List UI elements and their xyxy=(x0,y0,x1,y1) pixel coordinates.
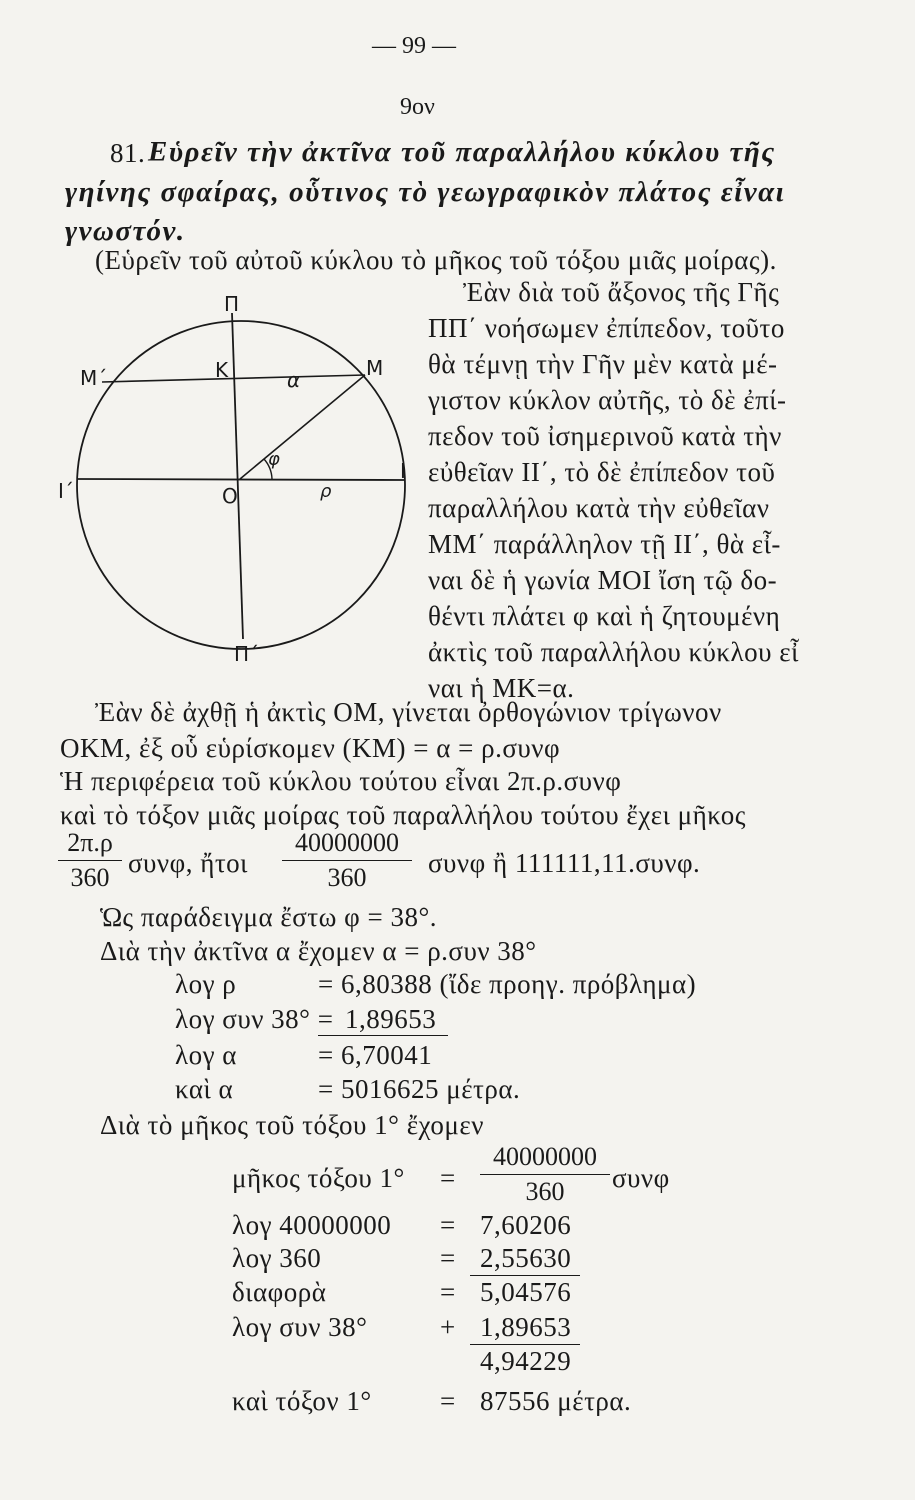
right-line: ΠΠ΄ νοήσωμεν ἐπίπεδον, τοῦτο xyxy=(428,313,785,343)
page-number: — 99 — xyxy=(372,33,456,59)
axis-line xyxy=(232,313,243,639)
right-line: ΜΜ΄ παράλληλον τῇ ΙΙ΄, θὰ εἶ- xyxy=(428,529,781,559)
right-line: ναι δὲ ἡ γωνία ΜΟΙ ἴση τῷ δο- xyxy=(428,565,778,595)
right-line: πεδον τοῦ ἰσημερινοῦ κατὰ τὴν xyxy=(428,421,782,451)
arc-row-value: 2,55630 xyxy=(480,1243,572,1273)
arc-row-value: 4,94229 xyxy=(480,1346,572,1376)
fraction-bar xyxy=(58,860,122,861)
body-line: καὶ τὸ τόξον μιᾶς μοίρας τοῦ παραλλήλου τούτου ἔχει μῆκος xyxy=(60,800,746,830)
arc-row-eq: + xyxy=(440,1312,456,1342)
label-i: Ι xyxy=(400,459,406,483)
label-phi: φ xyxy=(268,449,280,470)
log-row-label: λογ συν 38° = xyxy=(175,1004,334,1034)
formula-mid-text: συνφ, ἤτοι xyxy=(128,848,248,878)
fraction-denominator: 360 xyxy=(70,863,110,892)
earth-section-diagram xyxy=(50,285,420,685)
sum-rule-2 xyxy=(470,1344,580,1345)
example-line: Ὡς παράδειγμα ἔστω φ = 38°. xyxy=(100,902,438,932)
arc-formula-eq: = xyxy=(440,1163,456,1193)
body-line: ΟΚΜ, ἐξ οὗ εὑρίσκομεν (ΚΜ) = α = ρ.συνφ xyxy=(60,733,561,763)
arc-row-value: 7,60206 xyxy=(480,1210,572,1240)
fraction-40000000-360 xyxy=(282,828,412,893)
right-line: γιστον κύκλον αὐτῆς, τὸ δὲ ἐπί- xyxy=(428,385,787,415)
problem-title-line-1: Εὑρεῖν τὴν ἀκτῖνα τοῦ παραλλήλου κύκλου τῆς xyxy=(148,136,776,168)
fraction-numerator: 40000000 xyxy=(493,1142,597,1171)
sum-rule xyxy=(318,1035,448,1036)
section-label: 9ον xyxy=(400,94,435,120)
right-line: ναι ἡ ΜΚ=α. xyxy=(428,673,575,703)
right-line: Ἐὰν διὰ τοῦ ἄξονος τῆς Γῆς xyxy=(463,277,780,307)
arc-row-eq: = xyxy=(440,1243,456,1273)
arc-row-label: λογ 40000000 xyxy=(232,1210,392,1240)
label-m: Μ xyxy=(366,356,384,380)
arc-formula-label: μῆκος τόξου 1° xyxy=(232,1163,405,1193)
fraction-denominator: 360 xyxy=(525,1177,565,1206)
right-line: θέντι πλάτει φ καὶ ἡ ζητουμένη xyxy=(428,601,781,631)
arc-row-eq: = xyxy=(440,1277,456,1307)
arc-row-value: 5,04576 xyxy=(480,1277,572,1307)
label-i-prime: Ι΄ xyxy=(58,479,74,503)
arc-fraction xyxy=(480,1142,610,1207)
right-line: ἀκτὶς τοῦ παραλλήλου κύκλου εἶ xyxy=(428,637,799,667)
fraction-bar xyxy=(480,1174,610,1175)
right-line: εὐθεῖαν ΙΙ΄, τὸ δὲ ἐπίπεδον τοῦ xyxy=(428,457,776,487)
right-line: θὰ τέμνῃ τὴν Γῆν μὲν κατὰ μέ- xyxy=(428,349,778,379)
arc-row-label: λογ 360 xyxy=(232,1243,322,1273)
fraction-numerator: 2π.ρ xyxy=(67,828,113,857)
arc-intro: Διὰ τὸ μῆκος τοῦ τόξου 1° ἔχομεν xyxy=(100,1110,484,1140)
arc-row-label: καὶ τόξον 1° xyxy=(232,1386,372,1416)
radius-intro: Διὰ τὴν ἀκτῖνα α ἔχομεν α = ρ.συν 38° xyxy=(100,936,537,966)
label-alpha: α xyxy=(287,368,301,392)
fraction-bar xyxy=(282,860,412,861)
label-k: Κ xyxy=(215,358,229,382)
arc-row-label: διαφορὰ xyxy=(232,1277,327,1307)
problem-title-line-2: γηίνης σφαίρας, οὗτινος τὸ γεωγραφικὸν πλάτος εἶναι xyxy=(65,176,786,208)
problem-number: 81. xyxy=(110,138,146,168)
arc-row-value: 1,89653 xyxy=(480,1312,572,1342)
arc-row-eq: = xyxy=(440,1386,456,1416)
label-o: Ο xyxy=(222,484,238,508)
log-row-label: λογ ρ xyxy=(175,969,237,999)
fraction-2pr-360 xyxy=(58,828,122,893)
arc-row-label: λογ συν 38° xyxy=(232,1312,368,1342)
log-row-value: = 6,80388 (ἴδε προηγ. πρόβλημα) xyxy=(318,969,697,999)
fraction-denominator: 360 xyxy=(327,863,367,892)
formula-tail: συνφ ἢ 111111,11.συνφ. xyxy=(428,848,701,878)
arc-row-eq: = xyxy=(440,1210,456,1240)
body-line: Ἡ περιφέρεια τοῦ κύκλου τούτου εἶναι 2π.ρ.συνφ xyxy=(60,766,622,796)
label-m-prime: Μ΄ xyxy=(80,366,108,390)
label-p: Π xyxy=(224,292,240,316)
log-row-label: λογ α xyxy=(175,1040,237,1070)
arc-row-value: 87556 μέτρα. xyxy=(480,1386,632,1416)
label-rho: ρ xyxy=(320,481,332,502)
problem-title-line-3: γνωστόν. xyxy=(65,215,186,247)
log-row-value: = 5016625 μέτρα. xyxy=(318,1074,521,1104)
radius-om xyxy=(240,375,365,479)
label-p-prime: Π΄ xyxy=(234,642,260,666)
difference-rule xyxy=(470,1275,580,1276)
problem-subtitle: (Εὑρεῖν τοῦ αὐτοῦ κύκλου τὸ μῆκος τοῦ τόξου μιᾶς μοίρας). xyxy=(95,245,777,275)
right-line: παραλλήλου κατὰ τὴν εὐθεῖαν xyxy=(428,493,770,523)
log-row-value: 1,89653 xyxy=(345,1004,437,1034)
log-row-value: = 6,70041 xyxy=(318,1040,433,1070)
fraction-numerator: 40000000 xyxy=(295,828,399,857)
log-row-label: καὶ α xyxy=(175,1074,234,1104)
body-line: Ἐὰν δὲ ἀχθῇ ἡ ἀκτὶς ΟΜ, γίνεται ὀρθογώνιον τρίγωνον xyxy=(95,697,722,727)
arc-formula-tail: συνφ xyxy=(612,1163,670,1193)
